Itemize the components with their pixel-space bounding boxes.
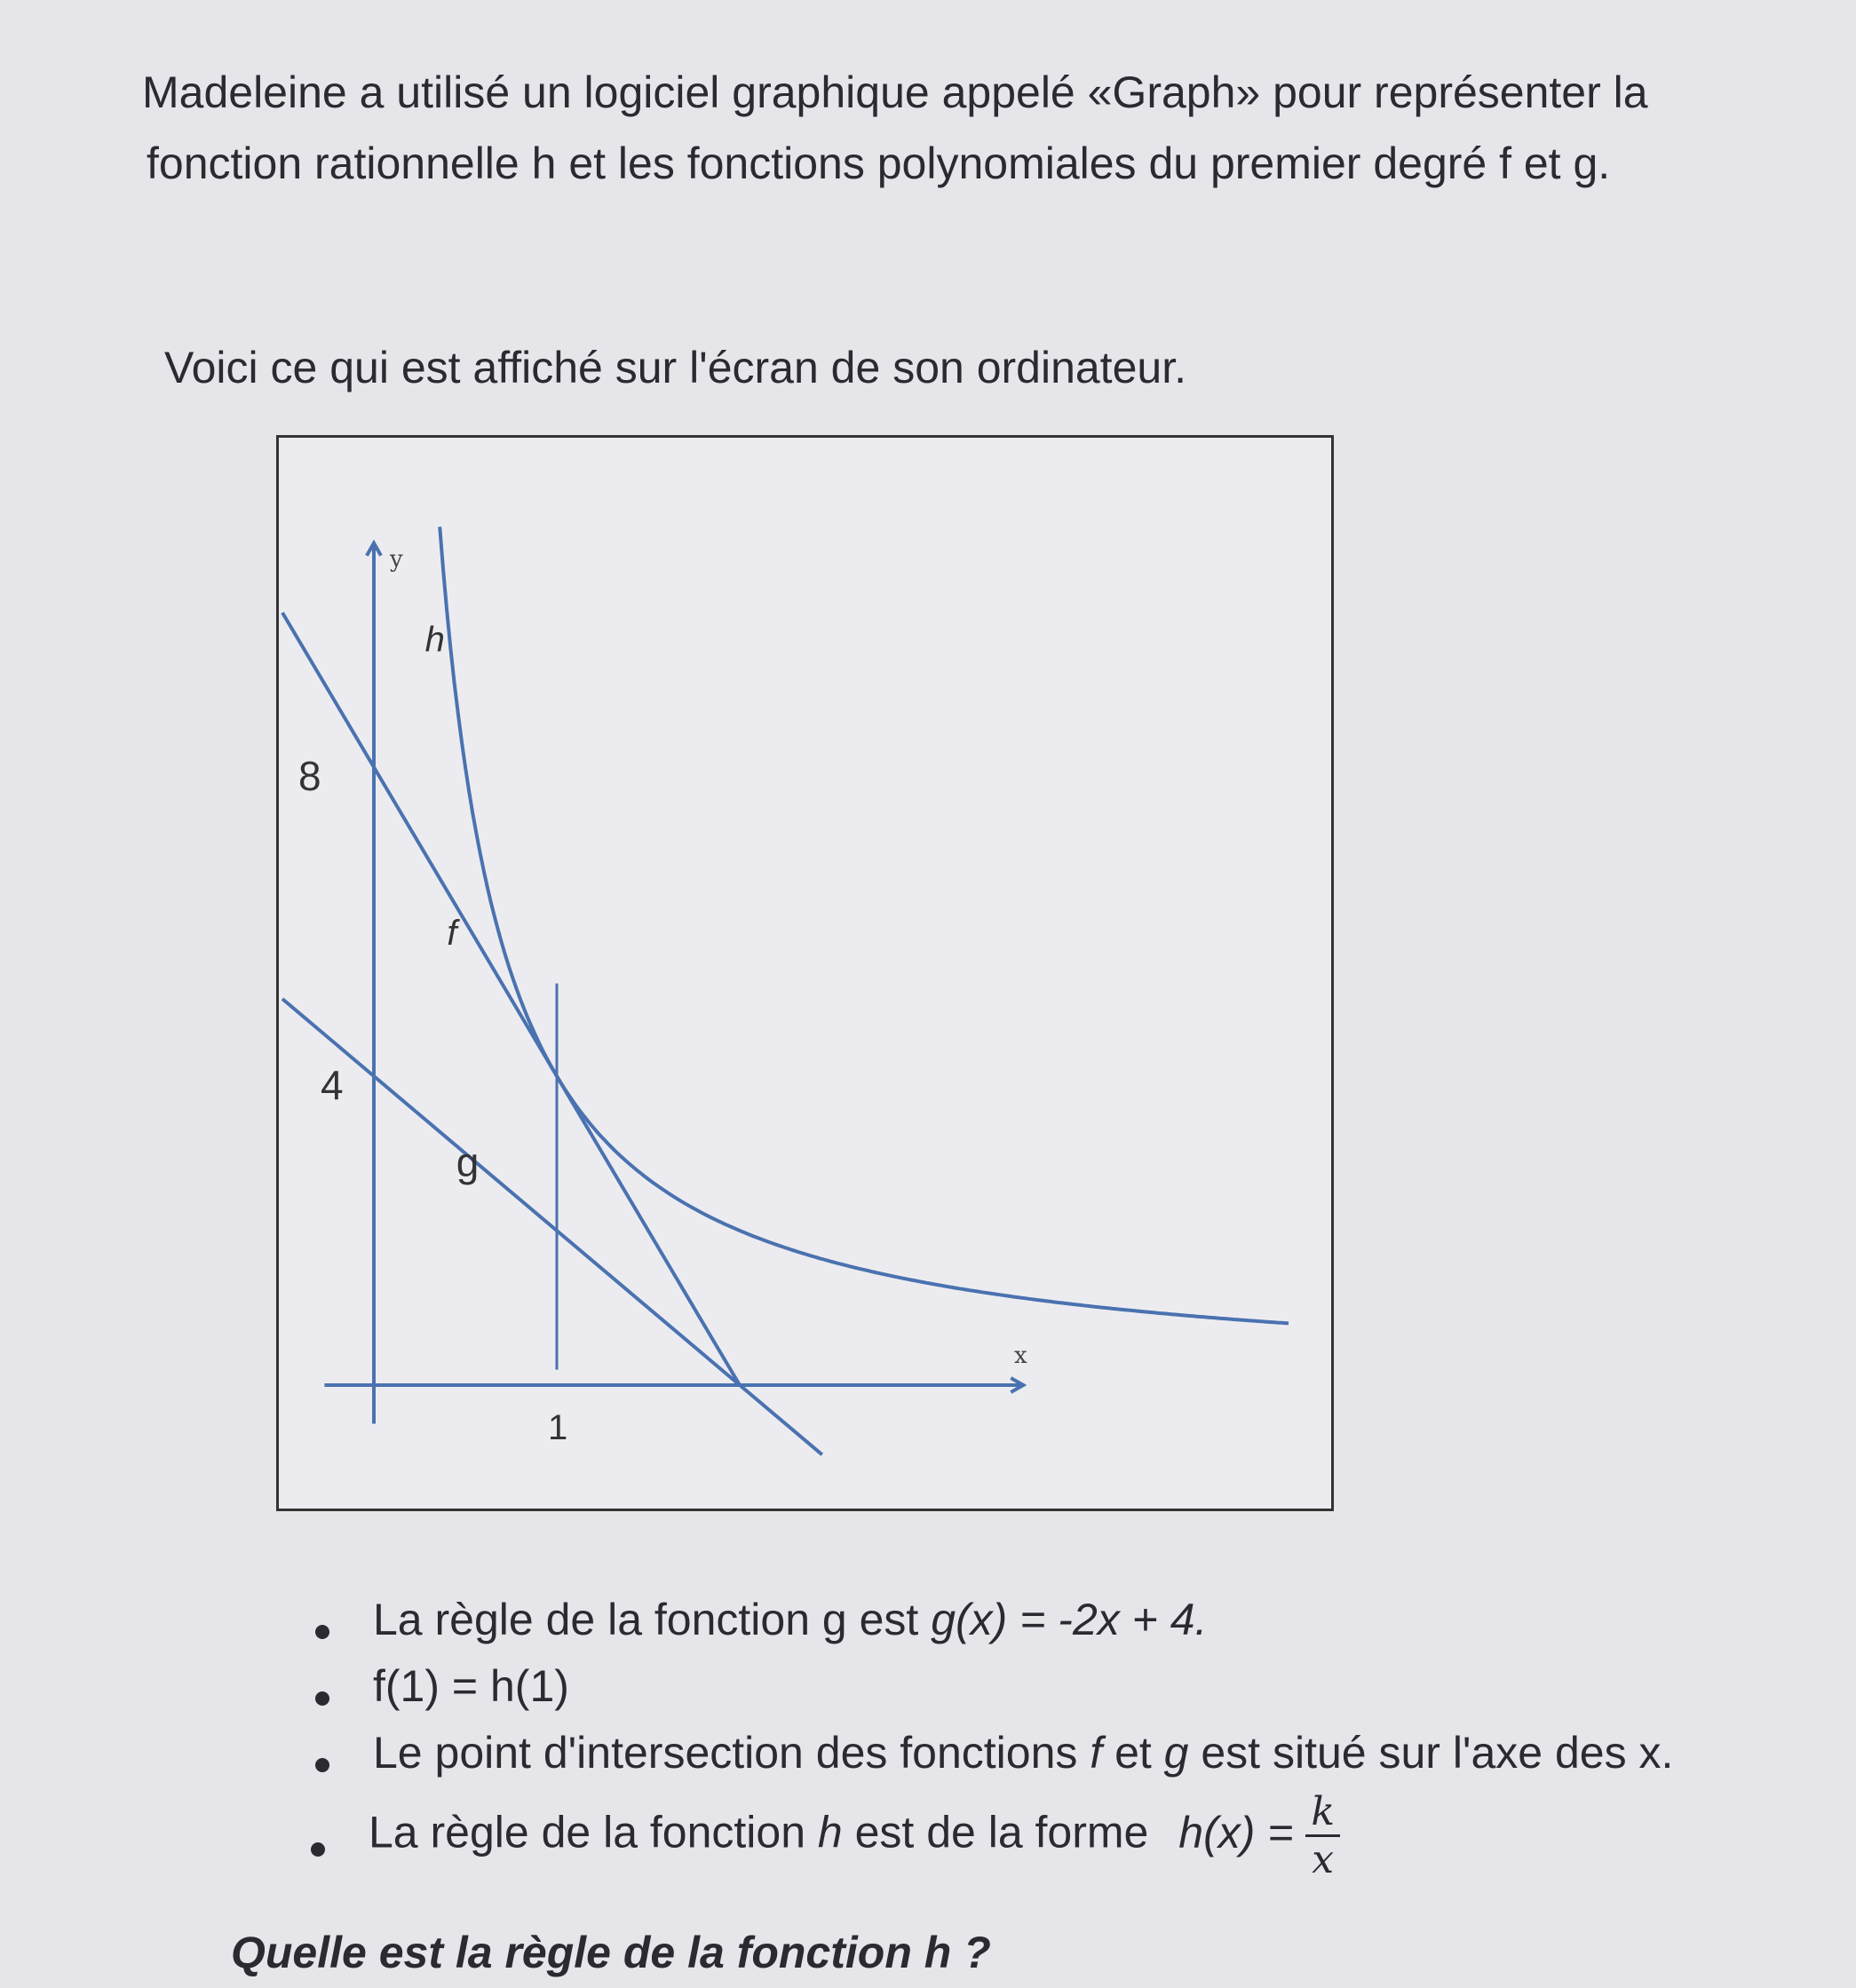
bullet-icon — [311, 1842, 325, 1857]
y-axis-label: y — [390, 545, 403, 573]
f-symbol: f — [1090, 1728, 1103, 1778]
bullet-f-equals-h: f(1) = h(1) — [373, 1661, 569, 1711]
curve-label-h: h — [424, 620, 445, 660]
bullet-icon — [315, 1691, 329, 1706]
curve-label-f: f — [447, 914, 457, 954]
curve-f — [282, 613, 740, 1385]
bullet-text: La règle de la fonction — [369, 1807, 818, 1857]
bullet-text: Le point d'intersection des fonctions — [373, 1728, 1091, 1778]
curve-h — [440, 527, 1289, 1323]
h-rule-math: h(x) = — [1178, 1807, 1294, 1857]
bullet-text: est de la forme — [842, 1807, 1162, 1857]
bullet-icon — [315, 1625, 329, 1639]
intro-line-1: Madeleine a utilisé un logiciel graphique appelé «Graph» pour représenter la — [142, 67, 1648, 117]
fraction-k-over-x — [1305, 1789, 1340, 1882]
intro-line-2: fonction rationnelle h et les fonctions polynomiales du premier degré f et g. — [147, 139, 1611, 188]
bullet-text: est situé sur l'axe des x. — [1188, 1728, 1674, 1778]
x-axis-label: x — [1014, 1342, 1027, 1369]
graph-screen — [276, 435, 1334, 1511]
bullet-text: La règle de la fonction g est — [373, 1595, 932, 1644]
bullet-text: et — [1102, 1728, 1164, 1778]
graph-plot — [279, 438, 1336, 1514]
bullet-icon — [315, 1758, 329, 1772]
intro-line-3: Voici ce qui est affiché sur l'écran de son ordinateur. — [164, 343, 1186, 392]
tick-label-8: 8 — [298, 753, 321, 800]
bullet-h-form — [369, 1789, 1340, 1882]
tick-label-4: 4 — [321, 1062, 344, 1109]
bullet-intersection — [373, 1727, 1673, 1778]
g-rule-math: g(x) = -2x + 4. — [931, 1595, 1208, 1644]
bullet-g-rule — [373, 1594, 1207, 1645]
h-symbol: h — [817, 1807, 843, 1857]
numerator: k — [1305, 1789, 1340, 1837]
denominator: x — [1312, 1837, 1335, 1882]
tick-label-1: 1 — [548, 1407, 568, 1447]
g-symbol: g — [1163, 1728, 1189, 1778]
curve-label-g: g — [456, 1139, 480, 1186]
question: Quelle est la règle de la fonction h ? — [231, 1928, 991, 1977]
